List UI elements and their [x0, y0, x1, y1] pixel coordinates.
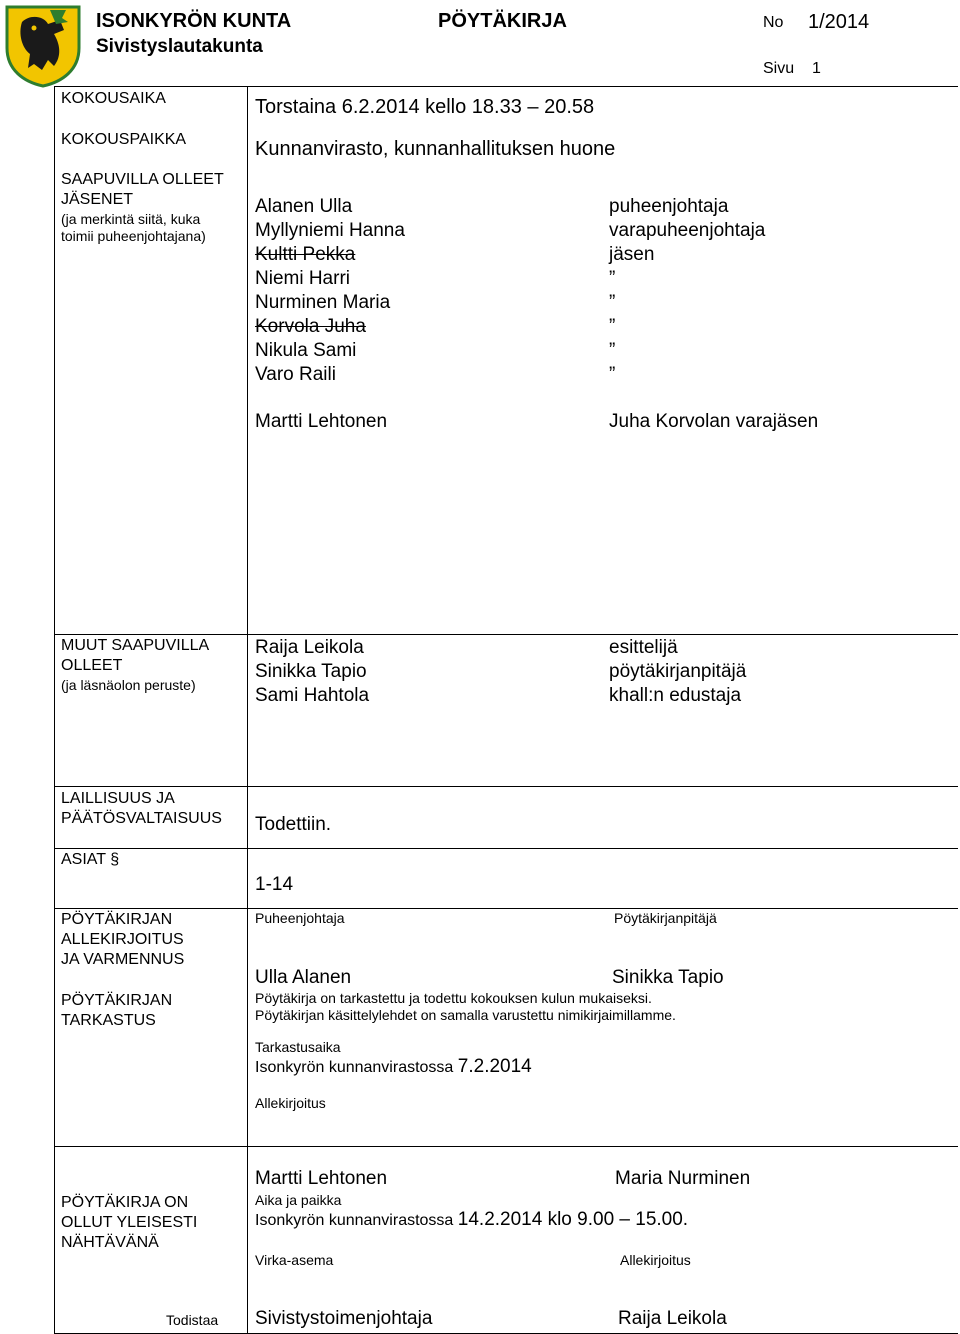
review-time-label: Tarkastusaika	[255, 1039, 341, 1055]
substitute-role: Juha Korvolan varajäsen	[609, 411, 819, 432]
certify-label: Todistaa	[166, 1312, 219, 1328]
certifier-name: Raija Leikola	[618, 1308, 727, 1329]
member-name-absent: Kultti Pekka	[255, 244, 356, 265]
document-number: 1/2014	[808, 11, 870, 33]
legality-label: LAILLISUUS JA PÄÄTÖSVALTAISUUS	[61, 790, 222, 827]
page-number: 1	[812, 60, 821, 77]
others-role-list	[609, 636, 746, 708]
review-time-value: Isonkyrön kunnanvirastossa 7.2.2014	[255, 1056, 532, 1077]
other-name: Sinikka Tapio	[255, 661, 367, 682]
position-value: Sivistystoimenjohtaja	[255, 1308, 433, 1329]
signing-bottom-border	[54, 1146, 958, 1147]
legality-bottom-border	[54, 848, 958, 849]
reviewer-2-name: Maria Nurminen	[615, 1168, 751, 1189]
review-statement-2: Pöytäkirjan käsittelylehdet on samalla varustettu nimikirjaimillamme.	[255, 1007, 676, 1023]
members-bottom-border	[54, 634, 958, 635]
public-place-value: Isonkyrön kunnanvirastossa 14.2.2014 klo 9.00 – 15.00.	[255, 1209, 689, 1230]
member-name: Nurminen Maria	[255, 292, 391, 313]
others-label: MUUT SAAPUVILLA OLLEET (ja läsnäolon peruste)	[61, 637, 210, 693]
secretary-title: Pöytäkirjanpitäjä	[614, 910, 717, 926]
others-bottom-border	[54, 786, 958, 787]
member-name: Alanen Ulla	[255, 196, 353, 217]
legality-value: Todettiin.	[255, 814, 332, 835]
members-label: SAAPUVILLA OLLEET JÄSENET (ja merkintä siitä, kuka toimii puheenjohtajana)	[61, 171, 224, 244]
other-role: khall:n edustaja	[609, 685, 742, 706]
members-role-list	[609, 195, 765, 387]
meeting-place-value: Kunnanvirasto, kunnanhallituksen huone	[255, 138, 616, 160]
municipality-name: ISONKYRÖN KUNTA	[96, 10, 292, 32]
public-place-label: Aika ja paikka	[255, 1192, 342, 1208]
board-name: Sivistyslautakunta	[96, 36, 263, 57]
meeting-place-label: KOKOUSPAIKKA	[61, 131, 187, 148]
reviewer-1-name: Martti Lehtonen	[255, 1168, 388, 1189]
members-name-list	[255, 195, 405, 387]
member-name: Niemi Harri	[255, 268, 350, 289]
other-name: Raija Leikola	[255, 637, 364, 658]
member-role: jäsen	[609, 244, 655, 265]
others-name-list	[255, 636, 369, 708]
chair-name: Ulla Alanen	[255, 967, 352, 988]
signing-label: PÖYTÄKIRJAN ALLEKIRJOITUS JA VARMENNUS	[61, 911, 185, 968]
member-role: ”	[609, 364, 616, 385]
substitute-name: Martti Lehtonen	[255, 411, 388, 432]
public-display-label: PÖYTÄKIRJA ON OLLUT YLEISESTI NÄHTÄVÄNÄ	[61, 1194, 198, 1251]
member-name: Myllyniemi Hanna	[255, 220, 405, 241]
member-role: ”	[609, 292, 616, 313]
position-label: Virka-asema	[255, 1252, 334, 1268]
member-role: ”	[609, 340, 616, 361]
matters-value: 1-14	[255, 874, 294, 895]
matters-bottom-border	[54, 908, 958, 909]
other-role: esittelijä	[609, 637, 678, 658]
review-signature-label: Allekirjoitus	[255, 1095, 326, 1111]
page-label: Sivu	[763, 60, 795, 77]
member-role: ”	[609, 268, 616, 289]
chair-title: Puheenjohtaja	[255, 910, 345, 926]
member-role: ”	[609, 316, 616, 337]
member-role: varapuheenjohtaja	[609, 220, 766, 241]
other-name: Sami Hahtola	[255, 685, 370, 706]
meeting-time-value: Torstaina 6.2.2014 kello 18.33 – 20.58	[255, 96, 595, 118]
document-type: PÖYTÄKIRJA	[438, 10, 567, 32]
document-number-label: No	[763, 14, 784, 31]
meeting-time-label: KOKOUSAIKA	[61, 90, 166, 107]
table-top-border	[54, 86, 958, 87]
other-role: pöytäkirjanpitäjä	[609, 661, 747, 682]
member-name: Nikula Sami	[255, 340, 357, 361]
secretary-name: Sinikka Tapio	[612, 967, 724, 988]
municipal-crest	[4, 4, 82, 88]
review-label: PÖYTÄKIRJAN TARKASTUS	[61, 992, 173, 1029]
member-role: puheenjohtaja	[609, 196, 729, 217]
section-sign: §	[110, 851, 120, 868]
member-name: Varo Raili	[255, 364, 336, 385]
matters-label: ASIAT §	[61, 851, 120, 868]
member-name-absent: Korvola Juha	[255, 316, 366, 337]
public-signature-label: Allekirjoitus	[620, 1252, 691, 1268]
review-statement-1: Pöytäkirja on tarkastettu ja todettu kokouksen kulun mukaiseksi.	[255, 990, 652, 1006]
